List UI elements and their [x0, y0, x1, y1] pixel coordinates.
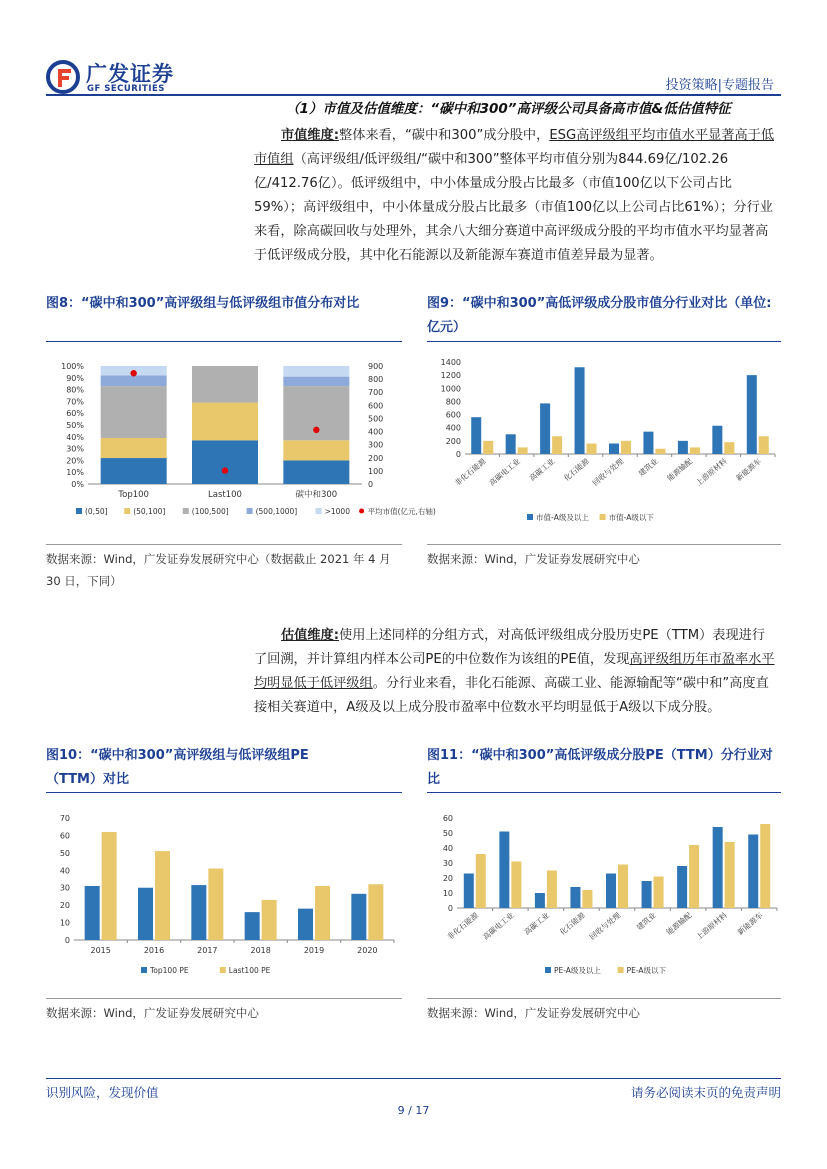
- fig11-source: 数据来源：Wind，广发证券发展研究中心: [427, 1006, 640, 1020]
- fig11-bar: [476, 854, 486, 908]
- fig10-bar: [245, 912, 260, 940]
- fig9-bar: [747, 375, 757, 454]
- source2-rule: [427, 544, 781, 545]
- fig10-y-tick: 40: [59, 866, 70, 876]
- fig8-y2-tick: 700: [368, 388, 384, 398]
- fig11-legend-swatch: [618, 967, 624, 973]
- fig8-y-tick: 0%: [71, 480, 84, 489]
- fig8-bar-segment: [283, 377, 349, 386]
- fig8-legend-label: (50,100]: [133, 507, 166, 516]
- fig11-y-tick: 50: [442, 829, 453, 838]
- fig11-title-rule: [427, 792, 781, 793]
- fig11-chart: [427, 806, 781, 986]
- fig10-x-tick: 2018: [250, 946, 271, 955]
- fig8-avg-dot: [130, 370, 136, 376]
- fig10-y-tick: 30: [59, 883, 70, 893]
- fig8-bar-segment: [101, 438, 167, 458]
- para1-s3: （高评级组/低评级组/“碳中和300”整体平均市值分别为844.69亿/102.26亿/412.76亿）。低评级组中，中小体量成分股占比最多（市值100亿以下公司占比59%）；高评级组中，中小体量成分股占比最多（市值100亿以上公司占比61%）；分行业来看，除高碳回收与处理外，其余八大细分赛道中高评级成分股的平均市值水平均显著高于低评级成分股，其中化石能源以及新能源车赛道市值差异最为显著。: [254, 152, 773, 263]
- fig8-y2-tick: 900: [368, 362, 384, 371]
- fig10-y-tick: 0: [64, 936, 70, 945]
- fig8-bar-segment: [101, 375, 167, 386]
- fig8-chart: [46, 350, 436, 526]
- fig10-y-tick: 20: [59, 901, 70, 911]
- fig8-source: 数据来源：Wind，广发证券发展研究中心（数据截止 2021 年 4 月 30 日，下同）: [46, 552, 391, 588]
- fig11-x-tick: 高碳工业: [522, 910, 552, 937]
- fig10-bar: [351, 894, 366, 940]
- fig9-y-tick: 0: [455, 450, 461, 459]
- fig8-bar-segment: [283, 440, 349, 460]
- fig10-legend-label: Top100 PE: [150, 966, 189, 975]
- fig9-x-tick: 上游原材料: [694, 456, 729, 488]
- fig8-x-tick: Top100: [118, 490, 149, 500]
- fig8-bar-segment: [192, 403, 258, 441]
- fig11-x-tick: 非化石能源: [445, 910, 481, 942]
- fig8-y2-tick: 400: [368, 427, 384, 437]
- fig11-y-tick: 10: [442, 889, 453, 898]
- fig8-y-tick: 40%: [66, 432, 84, 442]
- fig11-title: 图11：“碳中和300”高低评级成分股PE（TTM）分行业对比: [427, 748, 773, 787]
- fig8-y-tick: 10%: [66, 468, 84, 478]
- fig11-bar: [511, 862, 521, 909]
- paragraph-market-cap: [254, 124, 778, 268]
- fig9-bar: [483, 441, 493, 454]
- fig9-y-tick: 1400: [440, 358, 461, 367]
- fig11-x-tick: 新能源车: [735, 910, 765, 937]
- header-divider: [46, 94, 781, 96]
- fig9-x-tick: 非化石能源: [452, 456, 488, 488]
- fig9-bar: [609, 443, 619, 454]
- fig10-legend-swatch: [220, 967, 226, 973]
- para1-lead: 市值维度:: [281, 128, 340, 143]
- fig10-bar: [191, 885, 206, 940]
- source3-rule: [46, 998, 402, 999]
- fig8-y2-tick: 600: [368, 401, 384, 411]
- fig11-x-tick: 化石能源: [557, 910, 587, 937]
- fig9-source: 数据来源：Wind，广发证券发展研究中心: [427, 552, 640, 566]
- footer-disclaimer: 请务必阅读末页的免责声明: [630, 1085, 781, 1100]
- fig10-source: 数据来源：Wind，广发证券发展研究中心: [46, 1006, 259, 1020]
- fig10-chart: [46, 806, 402, 986]
- fig8-bar-segment: [283, 366, 349, 377]
- fig9-legend-label: 市值-A级及以上: [536, 513, 589, 522]
- fig8-y2-tick: 200: [368, 453, 384, 463]
- fig8-y-tick: 30%: [66, 444, 84, 454]
- fig9-bar: [471, 417, 481, 454]
- fig11-bar: [654, 877, 664, 909]
- fig8-y-tick: 60%: [66, 409, 84, 419]
- fig8-y-tick: 50%: [66, 421, 84, 430]
- fig10-bar: [85, 886, 100, 940]
- fig11-bar: [760, 824, 770, 908]
- fig9-bar: [643, 432, 653, 454]
- fig9-x-tick: 高碳工业: [527, 456, 557, 483]
- fig8-title-rule: [46, 341, 402, 342]
- fig11-x-tick: 上游原材料: [694, 910, 729, 942]
- fig8-legend-label: >1000: [324, 507, 350, 516]
- fig10-x-tick: 2020: [357, 946, 378, 955]
- para2-s2: 高评级组历年市盈率水平均明显低于低评级组: [254, 652, 775, 691]
- fig11-bar: [642, 881, 652, 908]
- fig11-legend-label: PE-A级及以上: [554, 966, 601, 975]
- fig8-y-tick: 20%: [66, 456, 84, 466]
- fig11-y-tick: 40: [442, 844, 453, 853]
- fig10-legend-swatch: [141, 967, 147, 973]
- fig10-x-tick: 2017: [197, 946, 218, 955]
- fig11-bar: [570, 887, 580, 908]
- fig8-y2-tick: 500: [368, 414, 384, 424]
- fig9-y-tick: 600: [445, 410, 461, 420]
- fig10-bar: [262, 900, 277, 940]
- para2-s1: 使用上述同样的分组方式，对高低评级组成分股历史PE（TTM）表现进行了回溯，并计算组内样本公司PE的中位数作为该组的PE值，发现: [254, 628, 766, 667]
- page-number: 9 / 17: [397, 1104, 430, 1117]
- fig11-x-tick: 回收与处理: [587, 910, 623, 942]
- fig8-legend-swatch: [124, 508, 130, 514]
- fig10-bar: [155, 851, 170, 940]
- fig9-x-tick: 化石能源: [562, 456, 591, 483]
- fig8-y2-tick: 100: [368, 466, 384, 476]
- source1-rule: [46, 544, 402, 545]
- fig11-legend-label: PE-A级以下: [626, 966, 667, 975]
- para2-lead: 估值维度:: [281, 628, 340, 643]
- report-type: 投资策略|专题报告: [665, 78, 774, 93]
- fig9-bar: [575, 367, 585, 454]
- fig8-bar-segment: [192, 440, 258, 484]
- fig9-y-tick: 1200: [440, 371, 461, 381]
- fig11-bar: [535, 893, 545, 908]
- fig11-x-tick: 建筑业: [634, 910, 658, 932]
- fig9-title: 图9：“碳中和300”高低评级成分股市值分行业对比（单位:亿元）: [427, 296, 772, 335]
- fig9-bar: [621, 441, 631, 454]
- fig9-y-tick: 800: [445, 397, 461, 407]
- fig8-legend-label: (500,1000]: [255, 507, 298, 516]
- fig9-x-tick: 建筑业: [636, 456, 660, 478]
- fig8-legend-label: 平均市值(亿元,右轴): [367, 507, 436, 516]
- section-title: （1）市值及估值维度：“碳中和300”高评级公司具备高市值&低估值特征: [286, 101, 731, 117]
- fig10-bar: [368, 884, 383, 940]
- fig10-x-tick: 2016: [143, 946, 165, 955]
- fig9-legend-label: 市值-A级以下: [608, 513, 654, 522]
- fig9-bar: [655, 449, 665, 454]
- fig10-bar: [102, 832, 117, 940]
- para1-s2: ESG高评级组平均市值水平显著高于低市值组: [254, 128, 775, 167]
- fig8-y2-tick: 0: [368, 480, 374, 489]
- fig10-legend-label: Last100 PE: [228, 966, 271, 975]
- fig10-bar: [208, 869, 223, 940]
- fig9-title-rule: [427, 341, 781, 342]
- source4-rule: [427, 998, 781, 999]
- fig11-bar: [677, 866, 687, 908]
- fig8-legend-swatch: [359, 509, 364, 514]
- paragraph-valuation: [254, 624, 778, 720]
- fig10-y-tick: 70: [59, 814, 70, 823]
- fig8-y-tick: 80%: [66, 385, 84, 395]
- fig10-bar: [138, 888, 153, 940]
- fig9-bar: [759, 436, 769, 454]
- para1-s1: 整体来看，“碳中和300”成分股中，: [339, 128, 550, 143]
- fig9-bar: [540, 403, 550, 454]
- logo-english: GF SECURITIES: [87, 84, 165, 94]
- fig9-bar: [678, 441, 688, 454]
- fig9-y-tick: 400: [445, 423, 461, 433]
- fig10-bar: [298, 909, 313, 940]
- fig10-y-tick: 10: [59, 918, 70, 928]
- fig8-legend-swatch: [247, 508, 253, 514]
- fig10-x-tick: 2019: [303, 946, 325, 955]
- fig8-legend-label: (0,50]: [85, 507, 108, 516]
- fig8-bar-segment: [192, 366, 258, 403]
- logo-chinese: 广发证券: [86, 62, 174, 86]
- fig11-legend-swatch: [545, 967, 551, 973]
- fig11-bar: [713, 827, 723, 908]
- fig11-y-tick: 30: [442, 859, 453, 868]
- fig11-x-tick: 能源输配: [664, 910, 694, 937]
- fig10-title-rule: [46, 792, 402, 793]
- fig8-legend-swatch: [316, 508, 322, 514]
- fig8-y2-tick: 800: [368, 375, 384, 385]
- fig8-bar-segment: [101, 458, 167, 484]
- fig10-x-tick: 2015: [90, 946, 111, 955]
- fig11-bar: [748, 835, 758, 909]
- fig11-x-tick: 高碳电工业: [481, 910, 516, 942]
- fig8-legend-swatch: [76, 508, 82, 514]
- fig11-bar: [725, 842, 735, 908]
- fig8-y2-tick: 300: [368, 440, 384, 450]
- fig9-chart: [427, 350, 781, 526]
- fig11-bar: [582, 890, 592, 908]
- fig9-legend-swatch: [527, 514, 533, 520]
- footer-divider: [46, 1078, 781, 1079]
- fig11-y-tick: 60: [442, 814, 453, 823]
- fig9-x-tick: 高碳电工业: [487, 456, 522, 488]
- fig8-bar-segment: [101, 386, 167, 438]
- gf-logo-icon: [46, 60, 80, 94]
- fig9-bar: [587, 443, 597, 454]
- fig9-y-tick: 1000: [440, 384, 461, 394]
- fig10-y-tick: 50: [59, 848, 70, 858]
- fig10-title: 图10：“碳中和300”高评级组与低评级组PE（TTM）对比: [46, 748, 309, 787]
- fig9-bar: [506, 434, 516, 454]
- fig8-avg-dot: [313, 427, 319, 433]
- fig9-bar: [552, 436, 562, 454]
- fig9-bar: [712, 426, 722, 454]
- fig9-x-tick: 能源输配: [665, 456, 695, 483]
- fig9-bar: [724, 442, 734, 454]
- fig8-title: 图8：“碳中和300”高评级组与低评级组市值分布对比: [46, 296, 360, 311]
- fig9-bar: [518, 447, 528, 454]
- fig8-x-tick: 碳中和300: [295, 490, 338, 500]
- fig10-bar: [315, 886, 330, 940]
- fig11-bar: [464, 874, 474, 909]
- fig11-bar: [606, 874, 616, 909]
- fig9-x-tick: 新能源车: [734, 456, 764, 483]
- fig9-legend-swatch: [600, 514, 606, 520]
- fig8-avg-dot: [222, 467, 228, 473]
- fig11-bar: [618, 865, 628, 909]
- fig11-bar: [689, 845, 699, 908]
- fig8-bar-segment: [283, 460, 349, 484]
- fig8-legend-label: (100,500]: [191, 507, 229, 516]
- fig9-x-tick: 回收与处理: [590, 456, 626, 488]
- fig8-y-tick: 100%: [61, 362, 84, 371]
- fig8-x-tick: Last100: [208, 490, 242, 500]
- fig8-y-tick: 70%: [66, 397, 84, 407]
- fig9-y-tick: 200: [445, 436, 461, 446]
- fig11-y-tick: 0: [447, 904, 453, 913]
- fig11-y-tick: 20: [442, 874, 453, 883]
- fig8-legend-swatch: [183, 508, 189, 514]
- fig8-y-tick: 90%: [66, 373, 84, 383]
- para2-s3: 。分行业来看，非化石能源、高碳工业、能源输配等“碳中和”高度直接相关赛道中，A级及以上成分股市盈率中位数水平均明显低于A级以下成分股。: [254, 676, 769, 715]
- footer-slogan: 识别风险，发现价值: [46, 1085, 159, 1100]
- fig11-bar: [547, 871, 557, 909]
- fig10-y-tick: 60: [59, 831, 70, 841]
- fig9-bar: [690, 447, 700, 454]
- fig11-bar: [499, 832, 509, 909]
